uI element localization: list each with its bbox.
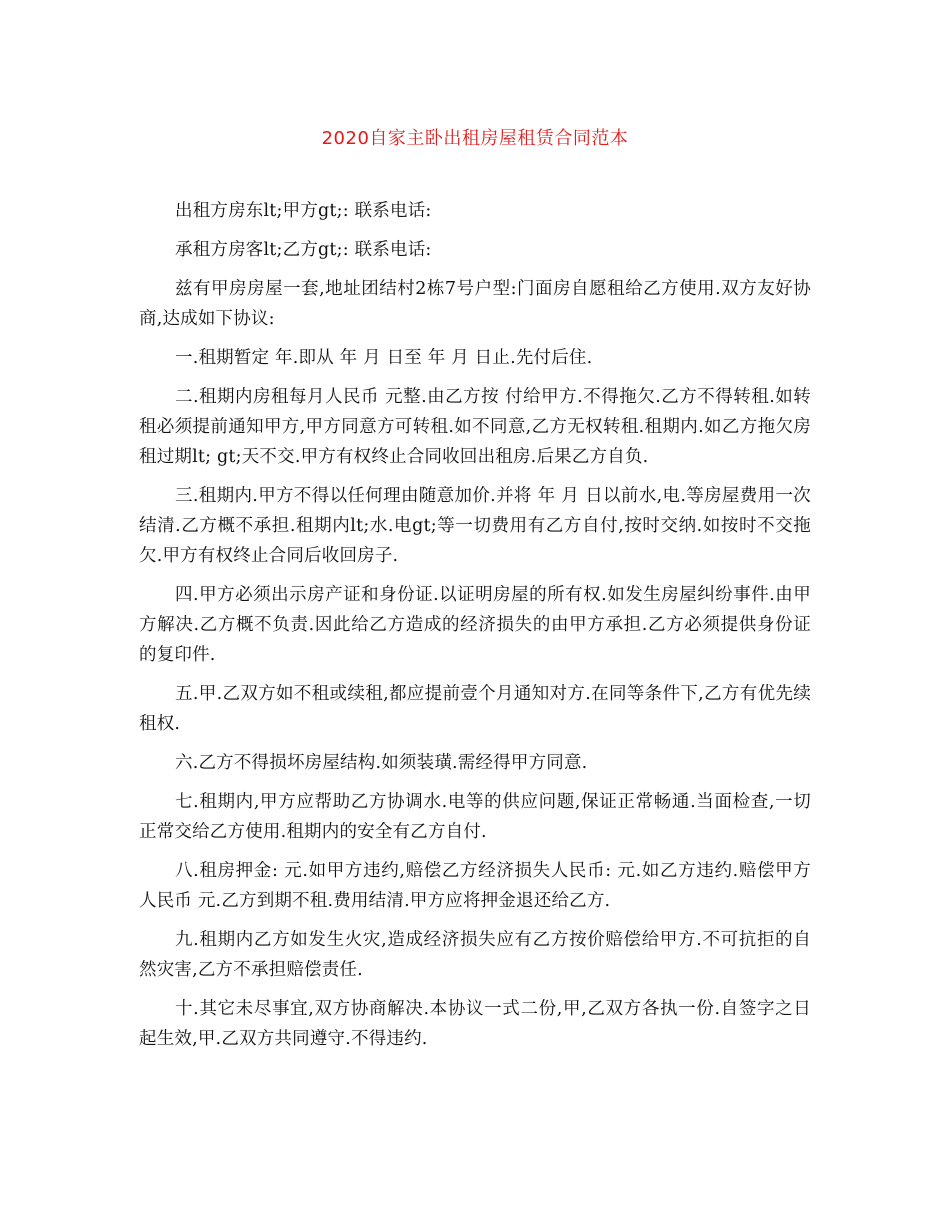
document-title: 2020自家主卧出租房屋租赁合同范本 (321, 128, 629, 149)
clause-4: 四.甲方必须出示房产证和身份证.以证明房屋的所有权.如发生房屋纠纷事件.由甲方解决.乙方概不负责.因此给乙方造成的经济损失的由甲方承担.乙方必须提供身份证的复印件. (139, 585, 811, 665)
clause-8: 八.租房押金: 元.如甲方违约,赔偿乙方经济损失人民币: 元.如乙方违约.赔偿甲方人民币 元.乙方到期不租.费用结清.甲方应将押金退还给乙方. (139, 861, 811, 911)
document-body (139, 196, 811, 1063)
clause-2: 二.租期内房租每月人民币 元整.由乙方按 付给甲方.不得拖欠.乙方不得转租.如转租必须提前通知甲方,甲方同意方可转租.如不同意,乙方无权转租.租期内.如乙方拖欠房租过期lt; gt;天不交.甲方有权终止合同收回出租房.后果乙方自负. (139, 387, 811, 467)
clause-6: 六.乙方不得损坏房屋结构.如须装璜.需经得甲方同意. (175, 753, 588, 773)
clause-5: 五.甲.乙双方如不租或续租,都应提前壹个月通知对方.在同等条件下,乙方有优先续租权. (139, 684, 811, 734)
clause-1: 一.租期暂定 年.即从 年 月 日至 年 月 日止.先付后住. (175, 348, 593, 368)
clause-3: 三.租期内.甲方不得以任何理由随意加价.并将 年 月 日以前水,电.等房屋费用一次结清.乙方概不承担.租期内lt;水.电gt;等一切费用有乙方自付,按时交纳.如按时不交拖欠.甲方有权终止合同后收回房子. (139, 486, 811, 566)
preamble-paragraph: 兹有甲房房屋一套,地址团结村2栋7号户型:门面房自愿租给乙方使用.双方友好协商,达成如下协议: (139, 279, 811, 329)
clause-9: 九.租期内乙方如发生火灾,造成经济损失应有乙方按价赔偿给甲方.不可抗拒的自然灾害,乙方不承担赔偿责任. (139, 930, 811, 980)
party-b-line: 承租方房客lt;乙方gt;: 联系电话: (175, 240, 432, 260)
clause-10: 十.其它未尽事宜,双方协商解决.本协议一式二份,甲,乙双方各执一份.自签字之日起生效,甲.乙双方共同遵守.不得违约. (139, 999, 811, 1049)
party-a-line: 出租方房东lt;甲方gt;: 联系电话: (175, 201, 432, 221)
clause-7: 七.租期内,甲方应帮助乙方协调水.电等的供应问题,保证正常畅通.当面检查,一切正常交给乙方使用.租期内的安全有乙方自付. (139, 792, 811, 842)
